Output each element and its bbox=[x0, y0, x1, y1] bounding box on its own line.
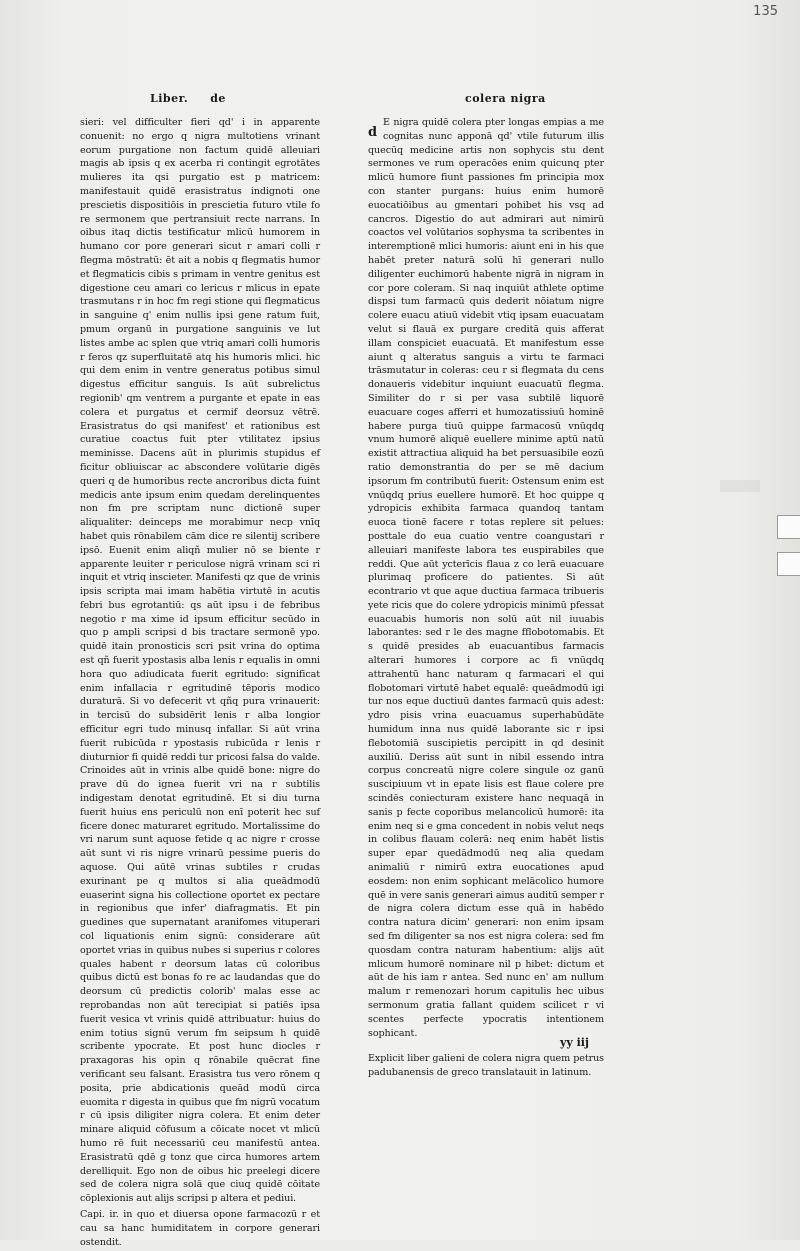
running-head-left bbox=[150, 92, 226, 105]
page-tab bbox=[777, 515, 800, 539]
margin-mark bbox=[720, 480, 760, 492]
signature-mark: yy iij bbox=[560, 1036, 589, 1049]
running-head-de: de bbox=[210, 92, 226, 105]
right-column-body: E nigra quidē colera pter longas empias a me cognitas nunc apponā qd' vtile futurum illis quecūq medicine artis non sophycis stu dent sermones ve rum operacōes enim quicunq pter mlicū humore fiunt passiones fm principia mox con stanter purgans: huius enim humorē euocatiōibus au gmentari pohibet his vsq ad cancros. Digestio do aut admirari aut nimirū coactos vel volūtarios sophysma ta scribentes in interemptionē mlici humoris: aiunt eni in his que habēt preter naturā solū hī generari nullo diligenter euchimorū habente nigrā in nigram in cor pore coleram. Si naq inquiūt athlete optime dispsi tum farmacū quis dederit nōiatum nigre colere euacu atiuū videbit vtiq ipsam euacuatam velut si flauā ex purgare creditā quis afferat illam conspiciet euacuatā. Et manifestum esse aiunt q alteratus sanguis a virtu te farmaci trāsmutatur in coleras: ceu r si flegmata du cens donaueris videbitur inquiunt euacuatū flegma. Similiter do r si per vasa subtilē liquorē euacuare coges afferri et humozatissiuū hominē habere purga tiuū quippe farmacosū vnūqdq vnum humorē aliquē euellere minime aptū natū existit attractiua aliquid ha bet persuasibile eozū ratio demonstrantia do per se mē dacium ipsorum fm contributū fuerit: Ostensum enim est vnūqdq prius euellere humorē. Et hoc quippe q ydropicis exhibita farmaca quandoq tantam euoca tionē facere r totas replere sit pelues: posttale do eua cuatio ventre coangustari r alleuiari manifeste labora tes euspirabiles que reddi. Que aūt ycterīcis flaua z co lerā euacuare plurimaq proficere do patientes. Si aūt econtrario vt que aque ductiua farmaca tribueris yete ricis que do colere ydropicis minimū pfessat euacuabis humoris non solū aūt nil iuuabis laborantes: sed r le des magne fflobotomabis. Et s quidē presides ab euacuantibus farmacis alterari humores i corpore ac fi vnūqdq attrahentū hanc naturam q farmacari el qui flobotomari virtutē habet equalē: queādmodū igi tur nos eque ductiuū dantes farmacū quis adest: ydro pisis vrina euacuamus superhabūdāte humidum inna nus quidē laborante sic r ipsi flebotomiā suscipietis percipitt in qd desinit auxiliū. Deriss aūt sunt in nibil essendo intra corpus concreatū nigre colere singule oz ganū suscipiuum vt in epate lisis est flaue colere pre scindēs coniecturam existere hanc nequaqā in sanis p fecte coporibus melancolicū humorē: ita enim neq si e gma concedent in nobis velut neqs in colibus flauam colerā: neq enim habēt listis super epar quedādmodū neq alia quedam animaliū r nimirū extra euocationes apud eosdem: non enim sophicant melācolico humore quē in vere sanis generari aimus auditū semper r de nigra colera dictum esse quā in habēdo contra natura dicim' generari: non enim ipsam sed fm diligenter sa nos est nigra colera: sed fm quosdam contra naturam habentium: alijs aūt mlicum humorē nominare nil p hibet: dictum et aūt de his iam r antea. Sed nunc en' am nullum malum r remenozari horum capitulis hec uibus sermonum gratia fallant quidem scilicet r vi scentes perfecte ypocratis intentionem sophicant. bbox=[368, 117, 604, 1039]
running-head-right: colera nigra bbox=[465, 92, 546, 105]
guide-letter: d bbox=[368, 125, 377, 140]
chapter-heading: Capi. ir. in quo et diuersa opone farmacozū r et cau sa hanc humiditatem in corpore generari ostendit. bbox=[80, 1208, 320, 1248]
left-column-body: sieri: vel difficulter fieri qd' i in apparente conuenit: no ergo q nigra multotiens vrinant eorum purgatione non factum quidē alleuiari magis ab ipsis q ex acerba ri contingit egrotātes mulieres ita qsi purgatio est p matricem: manifestauit quidē erasistratus indignoti one prescietis dispositiōis in prescietia futuro vtile fo re sermonem que pertransiuit recte narrans. In oibus itaq dictis testificatur mlicū humorem in humano cor pore generari sicut r amari colli r flegma mōstratū: ēt ait a nobis q flegmatis humor et flegmaticis cibis s primam in ventre genitus est digestione ceu amari co lericus r mlicus in epate trasmutans r in hoc fm regi stione qui flegmaticus in sanguine q' enim nullis ipsi gene ratum fuit, pmum organū in purgatione sanguinis ve lut listes ambe ac splen que vtriq amari colli humoris r feros qz superfluitatē atq his humoris mlici. hic qui dem enim in ventre generatus potibus simul digestus efficitur sanguis. Is aūt subrelictus regionib' qm ventrem a purgante et epate in eas colera et purgatus et cermif deorsuz vētrē. Erasistratus do qsi manifest' et rationibus est curatiue coactus fuit pter vtilitatez ipsius meminisse. Dacens aūt in plurimis stupidus ef ficitur obliuiscar ac abscondere volūtarie digēs queri q de humoribus recte ancroribus dicta fuint medicis ante ipsum enim quedam derelinquentes non fm pre scriptam nunc dictionē super aliqualiter: deinceps me morabimur necp vnīq habet quis rōnabilem cām dice re silentij scribere ipsō. Euenit enim aliqñ mulier nō se biente r apparente leuiter r periculose nigrā vrinam sci ri inquit et vtriq inscieter. Manifesti qz que de vrinis ipsis scripta mai imam habētia virtutē in acutis febri bus egrotantiū: qs aūt ipsu i de febribus negotio r ma xime id ipsum efficitur secūdo in quo p ampli scripsi d bis tractare sermonē ypo. quidē itain pronosticis scri psit vrina do optima est qñ fuerit ypostasis alba lenis r equalis in omni hora quo adiudicata fuerit egritudo: significat enim infallacia r egritudinē tēporis modico duraturā. Si vo defecerit vt qñq pura vrinauerit: in tercisū do subsidērit lenis r alba longior efficitur egri tudo minusq infallar. Si aūt vrina fuerit rubicūda r ypostasis rubicūda r lenis r diuturnior fi quidē reddi tur pricosi falsa do valde. Crinoides aūt in vrinis albe quidē bone: nigre do prave dū do ignea fuerit vri na r subtilis indigestam denotat egritudinē. Et si diu turna fuerit huius ens periculū non enī poterit hec suf ficere donec maturaret egritudo. Mortalissime do vri narum sunt aquose fetide q ac nigre r crosse aūt sunt vi ris nigre vrinarū pessime pueris do aquose. Qui aūtē vrinas subtiles r crudas exurinant pe q multos si alia queādmodū euaserint signa his collectione oportet ex pectare in regionibus que infer' diafragmatis. Et pin guedines que supernatant aranifomes vituperari col liquationis enim signū: considerare aūt oportet vrias in quibus nubes si superius r colores quales habent r deorsum latas cū coloribus quibus dictū est bonas fo re ac laudandas que do deorsum cū predictis colorib' malas esse ac reprobandas non aūt terecipiat si patiēs ipsa fuerit vesica vt vrinis quidē attribuatur: huius do enim totius signū verum fm seipsum h quidē scribente ypocrate. Et post hunc diocles r praxagoras his opin q rōnabile quēcrat fine verificant seu falsant. Erasistra tus vero rōnem q posita, prie abdicationis queād modū circa euomita r digesta in quibus que fm nigrū vocatum r cū ipsis diligiter nigra colera. Et enim deter minare aliquid cōfusum a cōicate nocet vt mlicū humo rē fuit necessariū ceu manifestū antea. Erasistratū qdē g tonz que circa humores artem derelliquit. Ego non de oibus hic preelegi dicere sed de colera nigra solā que ciuq quidē cōitate cōplexionis aut alijs scripsi p altera et pediui. bbox=[80, 117, 320, 1205]
left-column bbox=[80, 116, 320, 1251]
right-column bbox=[368, 116, 604, 1082]
explicit-colophon: Explicit liber galieni de colera nigra quem petrus padubanensis de greco translatauit in latinum. bbox=[368, 1053, 604, 1079]
folio-number: 135 bbox=[753, 4, 778, 19]
page-tab bbox=[777, 552, 800, 576]
running-head-liber: Liber. bbox=[150, 92, 189, 105]
